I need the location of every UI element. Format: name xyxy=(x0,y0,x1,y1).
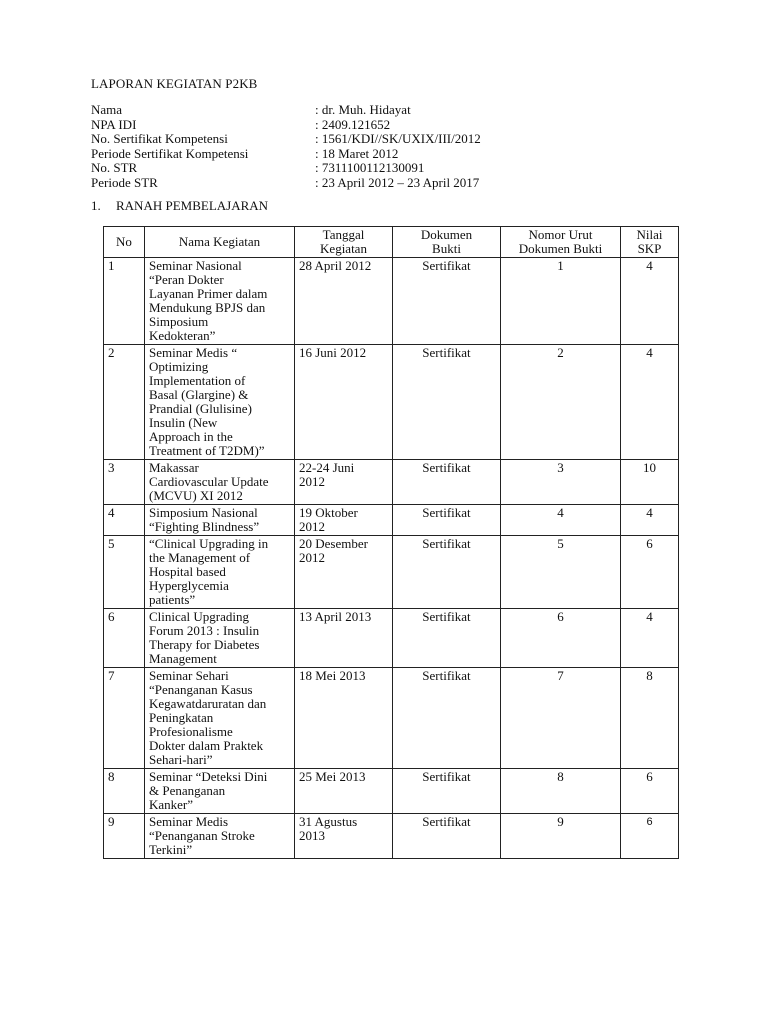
header-document-order: Nomor Urut Dokumen Bukti xyxy=(501,227,621,258)
cell-evidence-document: Sertifikat xyxy=(393,460,501,505)
cell-activity-name: Clinical Upgrading Forum 2013 : Insulin Therapy for Diabetes Management xyxy=(145,609,295,668)
table-row xyxy=(104,460,679,505)
table-row xyxy=(104,769,679,814)
cell-document-order: 5 xyxy=(501,536,621,609)
cell-document-order: 2 xyxy=(501,345,621,460)
cell-activity-date: 16 Juni 2012 xyxy=(295,345,393,460)
cell-activity-name: Seminar Nasional “Peran Dokter Layanan Primer dalam Mendukung BPJS dan Simposium Kedokteran” xyxy=(145,258,295,345)
cell-skp-value: 4 xyxy=(621,609,679,668)
header-activity-date: Tanggal Kegiatan xyxy=(295,227,393,258)
cell-skp-value: 6 xyxy=(621,814,679,859)
cell-no: 5 xyxy=(104,536,145,609)
cell-skp-value: 4 xyxy=(621,505,679,536)
info-value: : 1561/KDI//SK/UXIX/III/2012 xyxy=(315,131,481,147)
cell-no: 3 xyxy=(104,460,145,505)
header-no: No xyxy=(104,227,145,258)
cell-activity-date: 20 Desember 2012 xyxy=(295,536,393,609)
table-header-row xyxy=(104,227,679,258)
cell-document-order: 4 xyxy=(501,505,621,536)
table-row xyxy=(104,345,679,460)
info-value: : 23 April 2012 – 23 April 2017 xyxy=(315,174,480,190)
cell-evidence-document: Sertifikat xyxy=(393,345,501,460)
cell-no: 4 xyxy=(104,505,145,536)
cell-skp-value: 6 xyxy=(621,769,679,814)
info-value: : 18 Maret 2012 xyxy=(315,145,399,161)
cell-activity-date: 13 April 2013 xyxy=(295,609,393,668)
cell-evidence-document: Sertifikat xyxy=(393,668,501,769)
cell-no: 8 xyxy=(104,769,145,814)
cell-activity-date: 28 April 2012 xyxy=(295,258,393,345)
cell-activity-name: Simposium Nasional “Fighting Blindness” xyxy=(145,505,295,536)
cell-skp-value: 4 xyxy=(621,258,679,345)
cell-skp-value: 4 xyxy=(621,345,679,460)
cell-document-order: 6 xyxy=(501,609,621,668)
header-evidence-document: Dokumen Bukti xyxy=(393,227,501,258)
cell-no: 6 xyxy=(104,609,145,668)
cell-activity-date: 18 Mei 2013 xyxy=(295,668,393,769)
info-value: : dr. Muh. Hidayat xyxy=(315,102,411,117)
cell-evidence-document: Sertifikat xyxy=(393,505,501,536)
header-activity-name: Nama Kegiatan xyxy=(145,227,295,258)
cell-activity-date: 19 Oktober 2012 xyxy=(295,505,393,536)
cell-skp-value: 8 xyxy=(621,668,679,769)
info-value: : 2409.121652 xyxy=(315,116,391,132)
info-label: No. STR xyxy=(91,160,138,176)
cell-activity-name: Seminar “Deteksi Dini & Penanganan Kanker” xyxy=(145,769,295,814)
cell-activity-date: 25 Mei 2013 xyxy=(295,769,393,814)
activities-table xyxy=(103,226,679,859)
cell-document-order: 9 xyxy=(501,814,621,859)
cell-document-order: 1 xyxy=(501,258,621,345)
cell-skp-value: 6 xyxy=(621,536,679,609)
cell-activity-name: Makassar Cardiovascular Update (MCVU) XI 2012 xyxy=(145,460,295,505)
cell-no: 1 xyxy=(104,258,145,345)
cell-document-order: 7 xyxy=(501,668,621,769)
table-row xyxy=(104,814,679,859)
cell-skp-value: 10 xyxy=(621,460,679,505)
section-heading xyxy=(91,199,268,213)
cell-document-order: 3 xyxy=(501,460,621,505)
cell-activity-date: 22-24 Juni 2012 xyxy=(295,460,393,505)
info-label: No. Sertifikat Kompetensi xyxy=(91,131,228,147)
cell-evidence-document: Sertifikat xyxy=(393,814,501,859)
cell-document-order: 8 xyxy=(501,769,621,814)
header-skp-value: Nilai SKP xyxy=(621,227,679,258)
info-label: NPA IDI xyxy=(91,116,137,132)
section-title: RANAH PEMBELAJARAN xyxy=(116,198,269,213)
table-row xyxy=(104,258,679,345)
table-row xyxy=(104,536,679,609)
section-number: 1. xyxy=(91,198,101,213)
info-label: Periode STR xyxy=(91,174,158,190)
info-value: : 7311100112130091 xyxy=(315,160,425,176)
table-row xyxy=(104,609,679,668)
cell-no: 2 xyxy=(104,345,145,460)
cell-activity-name: Seminar Medis “Penanganan Stroke Terkini” xyxy=(145,814,295,859)
cell-evidence-document: Sertifikat xyxy=(393,536,501,609)
cell-evidence-document: Sertifikat xyxy=(393,769,501,814)
cell-no: 7 xyxy=(104,668,145,769)
cell-activity-name: Seminar Sehari “Penanganan Kasus Kegawatdaruratan dan Peningkatan Profesionalisme Dokter dalam Praktek Sehari-hari” xyxy=(145,668,295,769)
info-label: Nama xyxy=(91,102,123,117)
cell-evidence-document: Sertifikat xyxy=(393,258,501,345)
cell-evidence-document: Sertifikat xyxy=(393,609,501,668)
cell-no: 9 xyxy=(104,814,145,859)
cell-activity-date: 31 Agustus 2013 xyxy=(295,814,393,859)
info-label: Periode Sertifikat Kompetensi xyxy=(91,145,249,161)
table-row xyxy=(104,668,679,769)
cell-activity-name: Seminar Medis “ Optimizing Implementation of Basal (Glargine) & Prandial (Glulisine) Insulin (New Approach in the Treatment of T2DM)” xyxy=(145,345,295,460)
report-title: LAPORAN KEGIATAN P2KB xyxy=(91,76,258,91)
cell-activity-name: “Clinical Upgrading in the Management of Hospital based Hyperglycemia patients” xyxy=(145,536,295,609)
table-row xyxy=(104,505,679,536)
